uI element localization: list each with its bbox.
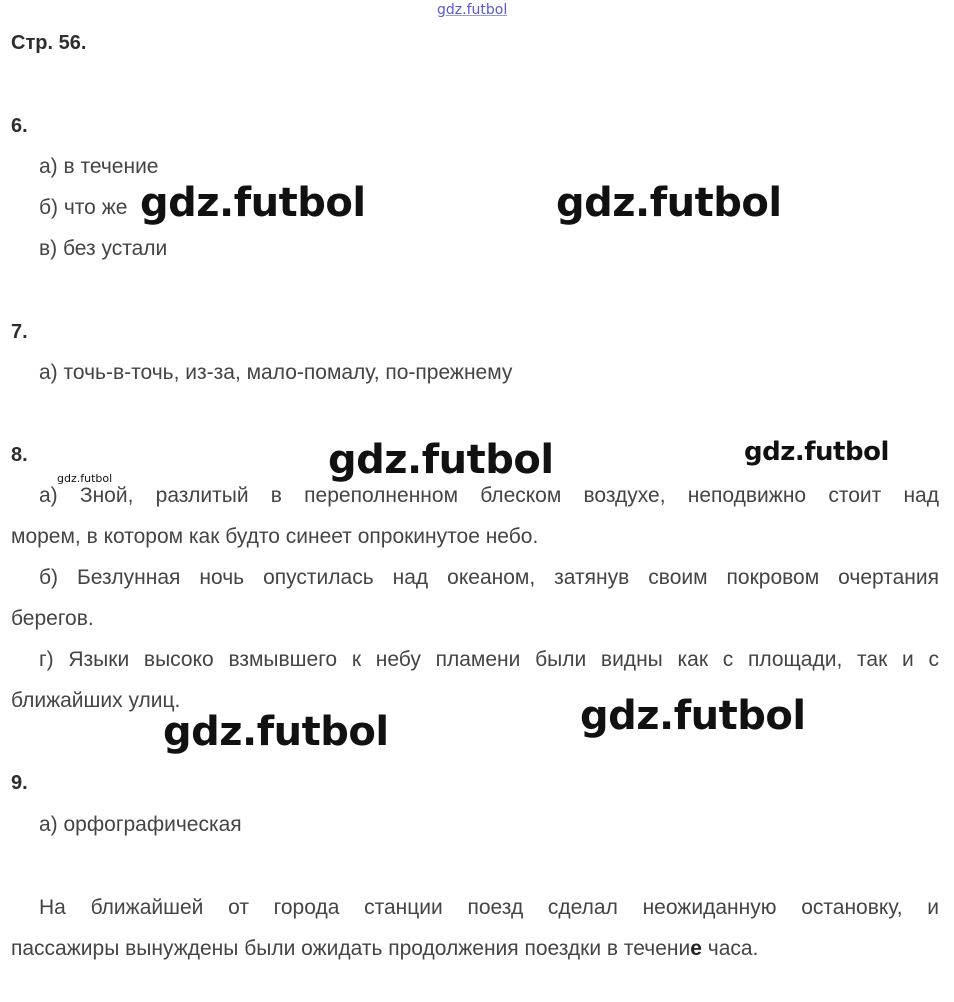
watermark-overlay: gdz.futbol (140, 180, 366, 226)
section-8-answer-g-line2: ближайших улиц. (11, 689, 181, 712)
section-8-answer-a-line1: а) Зной, разлитый в переполненном блеском воздухе, неподвижно стоит над (39, 484, 939, 507)
section-8-number: 8. (11, 444, 28, 466)
section-8-answer-b-line2: берегов. (11, 607, 94, 630)
section-6-number: 6. (11, 115, 28, 137)
watermark-top: gdz.futbol (437, 2, 508, 18)
section-6-answer-v: в) без устали (39, 237, 168, 260)
section-6-answer-b: б) что же (39, 196, 128, 219)
section-7-number: 7. (11, 321, 28, 343)
section-9-paragraph-line2-end: часа. (701, 937, 759, 960)
section-8-answer-b-line1: б) Безлунная ночь опустилась над океаном, затянув своим покровом очертания (39, 566, 939, 589)
section-9-answer-a: а) орфографическая (39, 813, 242, 836)
section-7-answer-a: а) точь-в-точь, из-за, мало-помалу, по-прежнему (39, 361, 513, 384)
watermark-overlay: gdz.futbol (580, 693, 806, 739)
watermark-overlay: gdz.futbol (556, 180, 782, 226)
section-9-paragraph-line2-bold: е (690, 937, 702, 960)
section-6-answer-a: а) в течение (39, 155, 159, 178)
section-8-answer-g-line1: г) Языки высоко взмывшего к небу пламени были видны как с площади, так и с (39, 648, 939, 671)
watermark-overlay: gdz.futbol (163, 709, 389, 755)
section-9-paragraph-line1: На ближайшей от города станции поезд сделал неожиданную остановку, и (39, 896, 939, 919)
section-9-paragraph-line2-start: пассажиры вынуждены были ожидать продолжения поездки в течени (11, 937, 691, 960)
section-8-answer-a-line2: морем, в котором как будто синеет опрокинутое небо. (11, 525, 539, 548)
watermark-overlay: gdz.futbol (57, 472, 113, 485)
watermark-overlay: gdz.futbol (328, 437, 554, 483)
section-9-paragraph-line2 (11, 937, 758, 961)
page-title: Стр. 56. (11, 32, 87, 54)
section-9-number: 9. (11, 772, 28, 794)
watermark-overlay: gdz.futbol (744, 437, 889, 467)
